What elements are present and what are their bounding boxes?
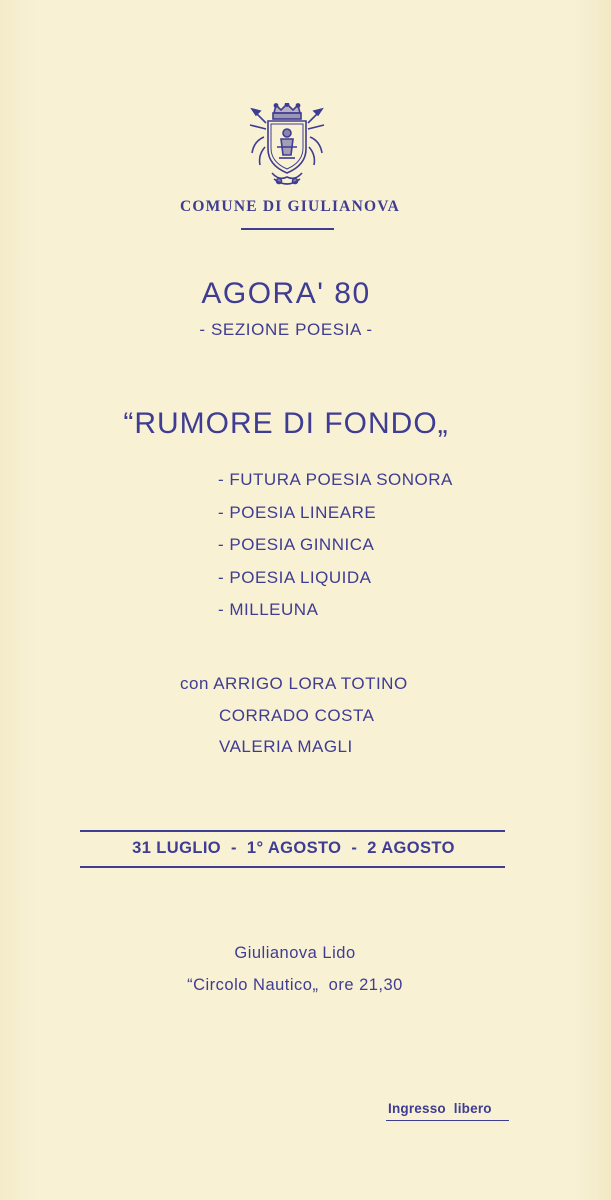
list-item: - POESIA GINNICA xyxy=(218,535,375,554)
performer-line xyxy=(180,668,408,700)
admission-underline xyxy=(386,1120,509,1121)
performer-name: VALERIA MAGLI xyxy=(219,737,353,756)
municipality-name: COMUNE DI GIULIANOVA xyxy=(179,198,401,215)
list-item: - FUTURA POESIA SONORA xyxy=(218,470,453,489)
list-item: - POESIA LIQUIDA xyxy=(218,567,372,587)
performer-name: ARRIGO LORA TOTINO xyxy=(213,674,408,693)
coat-of-arms-icon xyxy=(246,103,328,189)
event-place: Giulianova Lido xyxy=(234,944,356,962)
admission-note: Ingresso libero xyxy=(388,1101,492,1116)
topic-list xyxy=(218,464,453,627)
header-divider xyxy=(241,228,334,230)
dates-top-rule xyxy=(80,830,505,832)
performer-name: CORRADO COSTA xyxy=(219,705,375,725)
event-section: - SEZIONE POESIA - xyxy=(199,320,373,339)
event-dates: 31 LUGLIO - 1° AGOSTO - 2 AGOSTO xyxy=(132,839,455,857)
performer-list xyxy=(180,668,408,763)
list-item: - POESIA LINEARE xyxy=(218,502,377,522)
event-title: AGORA' 80 xyxy=(201,277,371,310)
performers-prefix: con xyxy=(180,674,209,693)
event-venue-time: “Circolo Nautico„ ore 21,30 xyxy=(187,976,403,994)
list-item: - MILLEUNA xyxy=(218,600,319,619)
dates-bottom-rule xyxy=(80,866,505,868)
event-theme: “RUMORE DI FONDO„ xyxy=(123,407,449,440)
